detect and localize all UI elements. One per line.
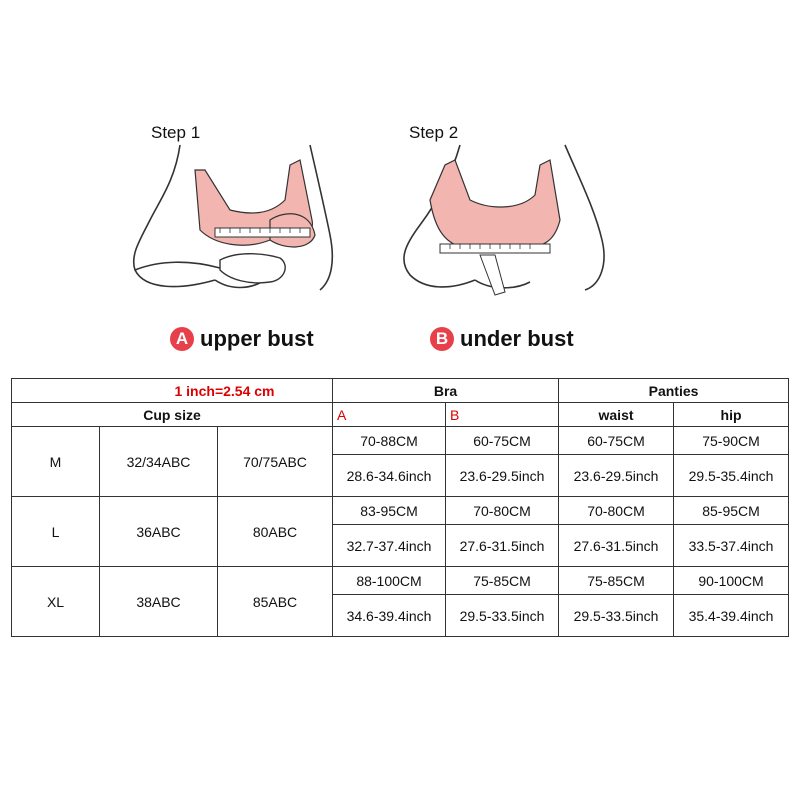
waist-inch: 29.5-33.5inch	[559, 595, 674, 637]
b-inch: 27.6-31.5inch	[446, 525, 559, 567]
b-cm: 70-80CM	[446, 497, 559, 525]
a-inch: 32.7-37.4inch	[333, 525, 446, 567]
letter-a-badge: A	[170, 327, 194, 351]
hip-cm: 85-95CM	[674, 497, 789, 525]
size-chart-table	[11, 378, 789, 637]
cup-size-2: 80ABC	[218, 497, 333, 567]
under-bust-text: under bust	[460, 326, 574, 351]
waist-cm: 75-85CM	[559, 567, 674, 595]
hip-cm: 75-90CM	[674, 427, 789, 455]
step-2-label: Step 2	[409, 123, 459, 142]
col-b-header: B	[446, 403, 559, 427]
a-cm: 70-88CM	[333, 427, 446, 455]
cup-size-1: 32/34ABC	[100, 427, 218, 497]
upper-bust-text: upper bust	[200, 326, 314, 351]
b-cm: 75-85CM	[446, 567, 559, 595]
size-label: M	[12, 427, 100, 497]
waist-header: waist	[559, 403, 674, 427]
col-a-header: A	[333, 403, 446, 427]
a-cm: 88-100CM	[333, 567, 446, 595]
size-label: L	[12, 497, 100, 567]
waist-cm: 60-75CM	[559, 427, 674, 455]
hip-inch: 35.4-39.4inch	[674, 595, 789, 637]
cup-size-header: Cup size	[12, 403, 333, 427]
size-label: XL	[12, 567, 100, 637]
hip-header: hip	[674, 403, 789, 427]
bra-header: Bra	[333, 379, 559, 403]
hip-inch: 33.5-37.4inch	[674, 525, 789, 567]
table-row	[12, 497, 789, 525]
table-row	[12, 567, 789, 595]
b-cm: 60-75CM	[446, 427, 559, 455]
hip-cm: 90-100CM	[674, 567, 789, 595]
under-bust-caption	[430, 326, 574, 352]
cup-size-1: 38ABC	[100, 567, 218, 637]
waist-inch: 27.6-31.5inch	[559, 525, 674, 567]
panties-header: Panties	[559, 379, 789, 403]
b-inch: 29.5-33.5inch	[446, 595, 559, 637]
table-header-row-2	[12, 403, 789, 427]
step-1-label: Step 1	[151, 123, 201, 142]
hip-inch: 29.5-35.4inch	[674, 455, 789, 497]
waist-cm: 70-80CM	[559, 497, 674, 525]
upper-bust-caption	[170, 326, 314, 352]
waist-inch: 23.6-29.5inch	[559, 455, 674, 497]
under-bust-illustration	[390, 140, 620, 305]
cup-size-2: 85ABC	[218, 567, 333, 637]
upper-bust-illustration	[120, 140, 350, 305]
b-inch: 23.6-29.5inch	[446, 455, 559, 497]
a-inch: 28.6-34.6inch	[333, 455, 446, 497]
letter-b-badge: B	[430, 327, 454, 351]
table-row	[12, 427, 789, 455]
conversion-note: 1 inch=2.54 cm	[174, 382, 275, 399]
table-header-row-1	[12, 379, 789, 403]
cup-size-1: 36ABC	[100, 497, 218, 567]
a-inch: 34.6-39.4inch	[333, 595, 446, 637]
a-cm: 83-95CM	[333, 497, 446, 525]
cup-size-2: 70/75ABC	[218, 427, 333, 497]
